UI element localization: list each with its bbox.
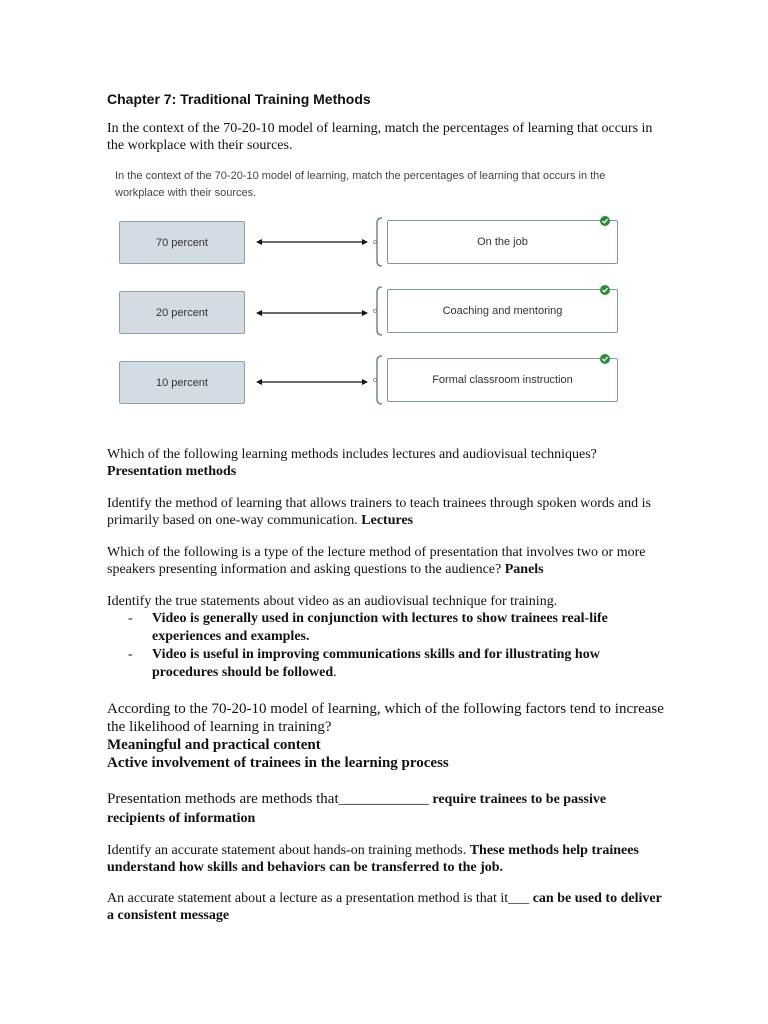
check-icon [600,354,610,364]
q7-block [107,790,667,828]
bracket-icon [373,355,383,405]
q3-question: Identify the method of learning that allows trainers to teach trainees through spoken words and is primarily based on one-way communication. [107,496,651,528]
double-arrow-icon [256,237,368,247]
q6-question: According to the 70-20-10 model of learning, which of the following factors tend to increase the likelihood of learning in training? [107,701,664,735]
q8-question: Identify an accurate statement about hands-on training methods. [107,843,467,858]
q7-question: Presentation methods are methods that____________ [107,791,429,807]
q5-bullet-1 [128,610,668,645]
q3-answer: Lectures [361,513,414,528]
source-box-coaching: Coaching and mentoring [387,289,618,333]
q5-bullet-1-text: Video is generally used in conjunction with lectures to show trainees real-life experiences and examples. [152,611,608,644]
screenshot-prompt-line2: workplace with their sources. [115,187,257,199]
q1-prompt: In the context of the 70-20-10 model of learning, match the percentages of learning that occurs in the workplace with their sources. [107,121,653,153]
bracket-icon [373,217,383,267]
q8-block [107,842,667,876]
q7-answer: require trainees to be passive recipients of information [107,792,607,826]
q9-block [107,890,667,924]
q6-answer-2: Active involvement of trainees in the learning process [107,755,449,771]
source-box-on-the-job: On the job [387,220,618,264]
q9-answer: can be used to deliver a consistent message [107,891,662,923]
double-arrow-icon [256,377,368,387]
q5-bullet-2-content: Video is useful in improving communications skills and for illustrating how procedures should be followed [152,647,600,680]
screenshot-prompt [115,168,635,202]
q9-question: An accurate statement about a lecture as a presentation method is that it___ [107,891,530,906]
bullet-marker: - [128,611,133,626]
q3-block [107,495,667,529]
screenshot-prompt-line1: In the context of the 70-20-10 model of learning, match the percentages of learning that occurs in the [115,170,606,182]
q2-block [107,446,667,480]
bracket-icon [373,286,383,336]
source-box-formal-classroom: Formal classroom instruction [387,358,618,402]
percent-box-20: 20 percent [119,291,245,334]
q8-answer: These methods help trainees understand how skills and behaviors can be transferred to the job. [107,843,639,875]
q5-bullet-2 [128,646,668,681]
check-icon [600,285,610,295]
q2-answer: Presentation methods [107,464,237,479]
q6-answer-1: Meaningful and practical content [107,737,321,753]
q5-bullet-2-text [152,646,668,681]
check-icon [600,216,610,226]
percent-box-10: 10 percent [119,361,245,404]
q5-bullet-2-period: . [333,664,337,680]
q4-answer: Panels [504,562,544,577]
q4-block [107,544,667,578]
double-arrow-icon [256,308,368,318]
q5-question: Identify the true statements about video as an audiovisual technique for training. [107,594,558,609]
percent-box-70: 70 percent [119,221,245,264]
bullet-marker: - [128,647,133,662]
q2-question: Which of the following learning methods includes lectures and audiovisual techniques? [107,447,597,462]
chapter-title: Chapter 7: Traditional Training Methods [107,91,371,107]
q4-question: Which of the following is a type of the lecture method of presentation that involves two or more speakers presenting information and asking questions to the audience? [107,545,646,577]
